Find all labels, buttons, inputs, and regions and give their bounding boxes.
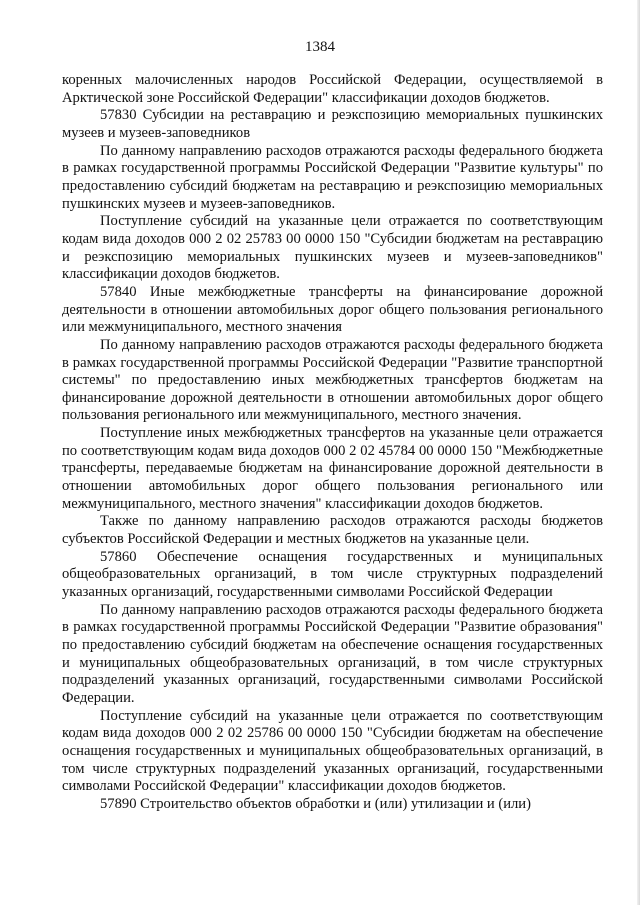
section-heading-57840: 57840 Иные межбюджетные трансферты на финансирование дорожной деятельности в отношении автомобильных дорог общего пользования регионального или межмуниципального, местного значения [62, 283, 603, 336]
paragraph: Поступление субсидий на указанные цели отражается по соответствующим кодам вида доходов 000 2 02 25783 00 0000 150 "Субсидии бюджетам на реставрацию и реэкспозицию мемориальных пушкинских музеев и музеев-заповедников" классификации доходов бюджетов. [62, 213, 603, 283]
paragraph: Также по данному направлению расходов отражаются расходы бюджетов субъектов Российской Федерации и местных бюджетов на указанные цели. [62, 513, 603, 548]
paragraph-continuation: коренных малочисленных народов Российской Федерации, осуществляемой в Арктической зоне Российской Федерации" классификации доходов бюджетов. [62, 72, 603, 106]
page-number: 1384 [305, 39, 335, 55]
paragraph: По данному направлению расходов отражаются расходы федерального бюджета в рамках государственной программы Российской Федерации "Развитие транспортной системы" по предоставлению иных межбюджетных трансфертов бюджетам на финансирование дорожной деятельности в отношении автомобильных дорог общего пользования регионального или межмуниципального, местного значения. [62, 336, 603, 424]
document-body [62, 72, 603, 814]
paragraph: Поступление иных межбюджетных трансфертов на указанные цели отражается по соответствующим кодам вида доходов 000 2 02 45784 00 0000 150 "Межбюджетные трансферты, передаваемые бюджетам на финансирование дорожной деятельности в отношении автомобильных дорог общего пользования регионального или межмуниципального, местного значения" классификации доходов бюджетов. [62, 425, 603, 512]
section-heading-57860: 57860 Обеспечение оснащения государственных и муниципальных общеобразовательных организаций, в том числе структурных подразделений указанных организаций, государственными символами Российской Федерации [62, 548, 603, 601]
paragraph: По данному направлению расходов отражаются расходы федерального бюджета в рамках государственной программы Российской Федерации "Развитие культуры" по предоставлению субсидий бюджетам на реставрацию и реэкспозицию мемориальных пушкинских музеев и музеев-заповедников. [62, 142, 603, 212]
section-heading-57830: 57830 Субсидии на реставрацию и реэкспозицию мемориальных пушкинских музеев и музеев-заповедников [62, 107, 603, 141]
paragraph: По данному направлению расходов отражаются расходы федерального бюджета в рамках государственной программы Российской Федерации "Развитие образования" по предоставлению субсидий бюджетам на обеспечение оснащения государственных и муниципальных общеобразовательных организаций, в том числе структурных подразделений указанных организаций, государственными символами Российской Федерации. [62, 601, 603, 706]
section-heading-57890: 57890 Строительство объектов обработки и (или) утилизации и (или) [100, 795, 531, 812]
paragraph: Поступление субсидий на указанные цели отражается по соответствующим кодам вида доходов 000 2 02 25786 00 0000 150 "Субсидии бюджетам на обеспечение оснащения государственных и муниципальных общеобразовательных организаций, в том числе структурных подразделений указанных организаций, государственными символами Российской Федерации" классификации доходов бюджетов. [62, 707, 603, 795]
